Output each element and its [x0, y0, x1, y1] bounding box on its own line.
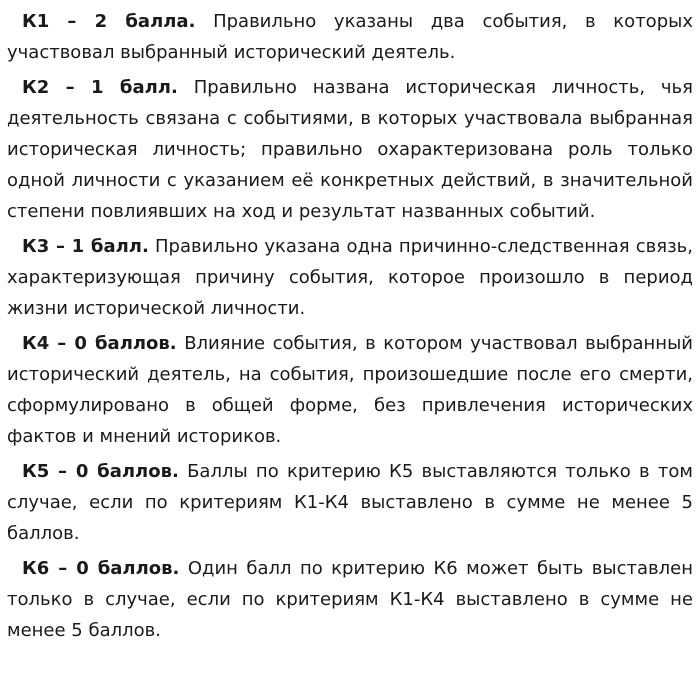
criterion-k5-text: Баллы по критерию К5 выставляются только в том случае, если по критериям К1-К4 выставлено в сумме не менее 5 баллов.: [7, 461, 693, 544]
criterion-k2-label: К2 – 1 балл.: [22, 77, 178, 98]
criterion-k1-text: Правильно указаны два события, в которых участвовал выбранный исторический деятель.: [7, 11, 693, 63]
criterion-k1: [7, 6, 693, 68]
criterion-k3-label: К3 – 1 балл.: [22, 236, 149, 257]
criterion-k3: [7, 231, 693, 324]
criterion-k4: [7, 328, 693, 452]
criterion-k5: [7, 456, 693, 549]
criterion-k6: [7, 553, 693, 646]
criterion-k2: [7, 72, 693, 227]
criterion-k4-text: Влияние события, в котором участвовал выбранный исторический деятель, на события, произошедшие после его смерти, сформулировано в общей форме, без привлечения исторических фактов и мнений историков.: [7, 333, 693, 447]
criterion-k6-text: Один балл по критерию К6 может быть выставлен только в случае, если по критериям К1-К4 выставлено в сумме не менее 5 баллов.: [7, 558, 693, 641]
criterion-k2-text: Правильно названа историческая личность, чья деятельность связана с событиями, в которых участвовала выбранная историческая личность; правильно охарактеризована роль только одной личности с указанием её конкретных действий, в значительной степени повлиявших на ход и результат названных событий.: [7, 77, 693, 222]
criterion-k6-label: К6 – 0 баллов.: [22, 558, 180, 579]
criterion-k3-text: Правильно указана одна причинно-следственная связь, характеризующая причину события, которое произошло в период жизни исторической личности.: [7, 236, 693, 319]
criterion-k1-label: К1 – 2 балла.: [22, 11, 196, 32]
criterion-k4-label: К4 – 0 баллов.: [22, 333, 177, 354]
criterion-k5-label: К5 – 0 баллов.: [22, 461, 179, 482]
